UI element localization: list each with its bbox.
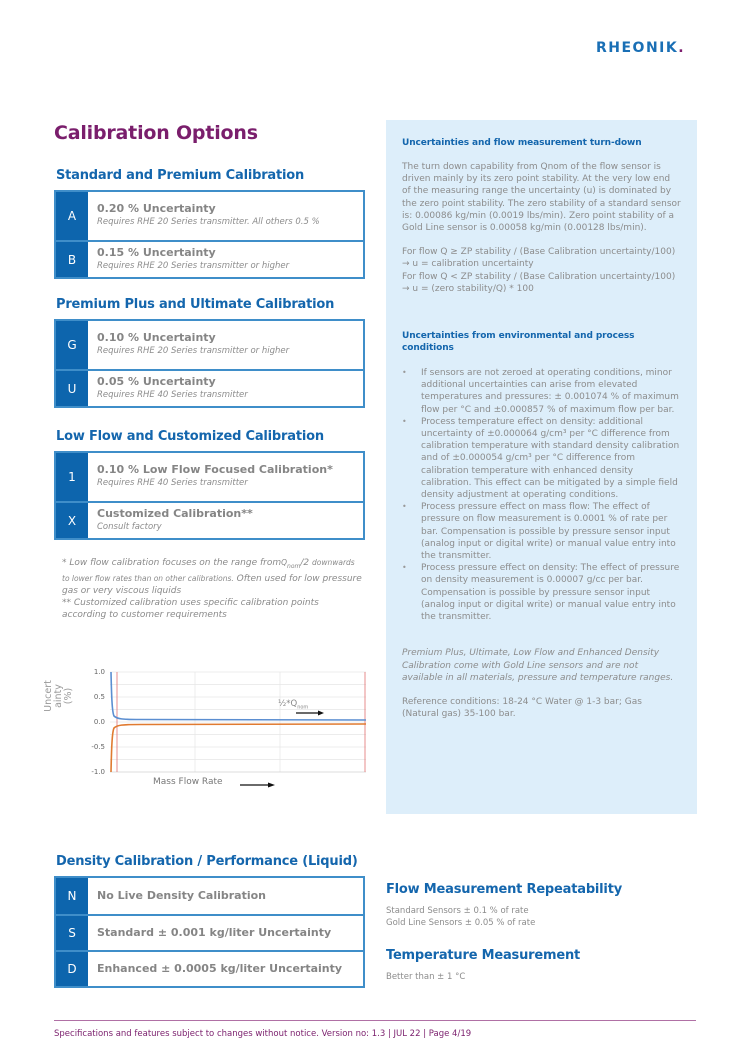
- option-sub: Requires RHE 20 Series transmitter or higher: [97, 346, 290, 356]
- option-main: Customized Calibration**: [97, 507, 253, 520]
- x-axis-label: Mass Flow Rate: [153, 777, 223, 787]
- annotation-sub: nom: [297, 704, 309, 711]
- footnote-text: Often used for low pressure gas or very viscous liquids: [62, 573, 362, 596]
- option-code: D: [56, 952, 88, 986]
- y-label-line: Uncert: [43, 680, 54, 712]
- standard-premium-table: [54, 190, 365, 279]
- option-main: Enhanced ± 0.0005 kg/liter Uncertainty: [97, 962, 343, 975]
- option-code: S: [56, 916, 88, 950]
- calibration-footnotes: [62, 557, 362, 621]
- option-sub: Requires RHE 20 Series transmitter. All others 0.5 %: [97, 217, 320, 227]
- section-title-density: Density Calibration / Performance (Liquid): [56, 854, 358, 869]
- rheonik-logo: [596, 40, 685, 56]
- annotation-text: ½*Q: [278, 699, 298, 709]
- option-row-x: [56, 501, 363, 538]
- y-tick: -1.0: [91, 768, 105, 776]
- repeatability-title: Flow Measurement Repeatability: [386, 882, 622, 897]
- option-row-d: [56, 950, 363, 986]
- half-qnom-annotation: [278, 699, 308, 711]
- y-tick: 0.0: [93, 718, 105, 726]
- page-title: Calibration Options: [54, 122, 258, 144]
- option-main: 0.10 % Low Flow Focused Calibration*: [97, 463, 333, 476]
- option-body: [88, 916, 363, 950]
- logo-dot: .: [678, 40, 686, 56]
- option-main: Standard ± 0.001 kg/liter Uncertainty: [97, 926, 332, 939]
- section-title-standard-premium: Standard and Premium Calibration: [56, 168, 305, 183]
- option-row-s: [56, 914, 363, 950]
- y-tick: -0.5: [91, 743, 105, 751]
- option-sub: Requires RHE 40 Series transmitter: [97, 390, 248, 400]
- y-axis-label: [44, 666, 74, 726]
- option-main: 0.10 % Uncertainty: [97, 331, 216, 344]
- option-row-b: [56, 240, 363, 277]
- repeatability-standard: Standard Sensors ± 0.1 % of rate: [386, 906, 529, 916]
- panel-heading-turn-down: Uncertainties and flow measurement turn-down: [402, 138, 642, 148]
- low-flow-table: [54, 451, 365, 540]
- y-tick: 0.5: [93, 693, 105, 701]
- option-body: [88, 242, 363, 277]
- option-row-a: [56, 192, 363, 240]
- footnote-q: Q: [281, 558, 288, 567]
- option-main: No Live Density Calibration: [97, 889, 267, 902]
- option-body: [88, 952, 363, 986]
- repeatability-gold-line: Gold Line Sensors ± 0.05 % of rate: [386, 917, 536, 928]
- environmental-bullet-list: [402, 367, 681, 623]
- y-label-line: ainty: [53, 684, 64, 708]
- option-code: X: [56, 503, 88, 538]
- option-row-u: [56, 369, 363, 406]
- option-code: A: [56, 192, 88, 240]
- option-body: [88, 371, 363, 406]
- footnote-text: downwards to lower flow rates than on other calibrations.: [62, 558, 355, 583]
- option-code: B: [56, 242, 88, 277]
- option-body: [88, 453, 363, 501]
- temperature-text: Better than ± 1 °C: [386, 972, 466, 982]
- repeatability-text: [386, 906, 535, 929]
- logo-text: RHEONIK: [596, 40, 679, 56]
- option-sub: Consult factory: [97, 522, 162, 532]
- panel-paragraph: For flow Q ≥ ZP stability / (Base Calibration uncertainty/100) → u = calibration uncertainty: [402, 247, 676, 270]
- uncertainty-chart: [43, 664, 370, 794]
- uncertainty-info-panel: [386, 120, 697, 814]
- section-title-premium-plus: Premium Plus and Ultimate Calibration: [56, 297, 335, 312]
- reference-conditions: Reference conditions: 18-24 °C Water @ 1-3 bar; Gas (Natural gas) 35-100 bar.: [402, 696, 642, 720]
- option-body: [88, 878, 363, 914]
- footnote-customized: ** Customized calibration uses specific calibration points according to customer requirements: [62, 597, 319, 620]
- option-row-1: [56, 453, 363, 501]
- gold-line-note: Premium Plus, Ultimate, Low Flow and Enhanced Density Calibration come with Gold Line sensors and are not available in all materials, pressure and temperature ranges.: [402, 648, 674, 683]
- option-code: G: [56, 321, 88, 369]
- bullet-item: • Process pressure effect on mass flow: The effect of pressure on flow measurement is 0.0001 % of rate per bar. Compensation is possible by pressure sensor input (analog input or digital write) or manual value entry into the transmitter.: [402, 501, 681, 562]
- panel-paragraph: For flow Q < ZP stability / (Base Calibration uncertainty/100) → u = (zero stability/Q) * 100: [402, 271, 676, 294]
- option-sub: Requires RHE 20 Series transmitter or higher: [97, 261, 290, 271]
- bullet-item: • Process pressure effect on density: The effect of pressure on density measurement is 0.00007 g/cc per bar. Compensation is possible by pressure sensor input (analog input or digital write) or manual value entry into the transmitter.: [402, 562, 681, 623]
- option-row-n: [56, 878, 363, 914]
- bullet-item: • Process temperature effect on density: additional uncertainty of ±0.000064 g/cm³ per °C difference from calibration temperature with standard density calibration and of ±0.000054 g/cm³ per °C difference from calibration temperature with enhanced density calibration. This effect can be mitigated by a simple field density adjustment at operating conditions.: [402, 416, 681, 501]
- panel-paragraph: The turn down capability from Qnom of the flow sensor is driven mainly by its zero point stability. At the very low end of the measuring range the uncertainty (u) is dominated by the zero point stability. The zero stability of a standard sensor is: 0.00086 kg/min (0.0019 lbs/min). Zero point stability of a Gold Line sensor is 0.00058 kg/min (0.00128 lbs/min).: [402, 162, 681, 234]
- option-row-g: [56, 321, 363, 369]
- footer-text: Specifications and features subject to changes without notice. Version no: 1.3 | JUL 22 | Page 4/19: [54, 1029, 472, 1039]
- option-body: [88, 321, 363, 369]
- bullet-item: • If sensors are not zeroed at operating conditions, minor additional uncertainties can arise from elevated temperatures and pressures: ± 0.001074 % of maximum flow per °C and ±0.000857 % of maximum flow per bar.: [402, 367, 681, 416]
- option-main: 0.05 % Uncertainty: [97, 375, 216, 388]
- footnote-q-sub: nom: [287, 562, 301, 570]
- y-label-line: (%): [63, 687, 74, 705]
- option-code: N: [56, 878, 88, 914]
- option-code: U: [56, 371, 88, 406]
- footnote-text: * Low flow calibration focuses on the range from: [62, 558, 282, 568]
- section-title-low-flow: Low Flow and Customized Calibration: [56, 429, 324, 444]
- density-table: [54, 876, 365, 988]
- option-body: [88, 192, 363, 240]
- option-code: 1: [56, 453, 88, 501]
- footer-divider: [54, 1020, 696, 1021]
- panel-heading-environmental: Uncertainties from environmental and process conditions: [402, 331, 635, 354]
- premium-plus-table: [54, 319, 365, 408]
- option-body: [88, 503, 363, 538]
- option-main: 0.15 % Uncertainty: [97, 246, 216, 259]
- y-tick: 1.0: [93, 668, 105, 676]
- option-main: 0.20 % Uncertainty: [97, 202, 216, 215]
- temperature-title: Temperature Measurement: [386, 948, 581, 963]
- option-sub: Requires RHE 40 Series transmitter: [97, 478, 248, 488]
- footnote-low-flow: [62, 557, 362, 597]
- footnote-text: /2: [300, 558, 310, 568]
